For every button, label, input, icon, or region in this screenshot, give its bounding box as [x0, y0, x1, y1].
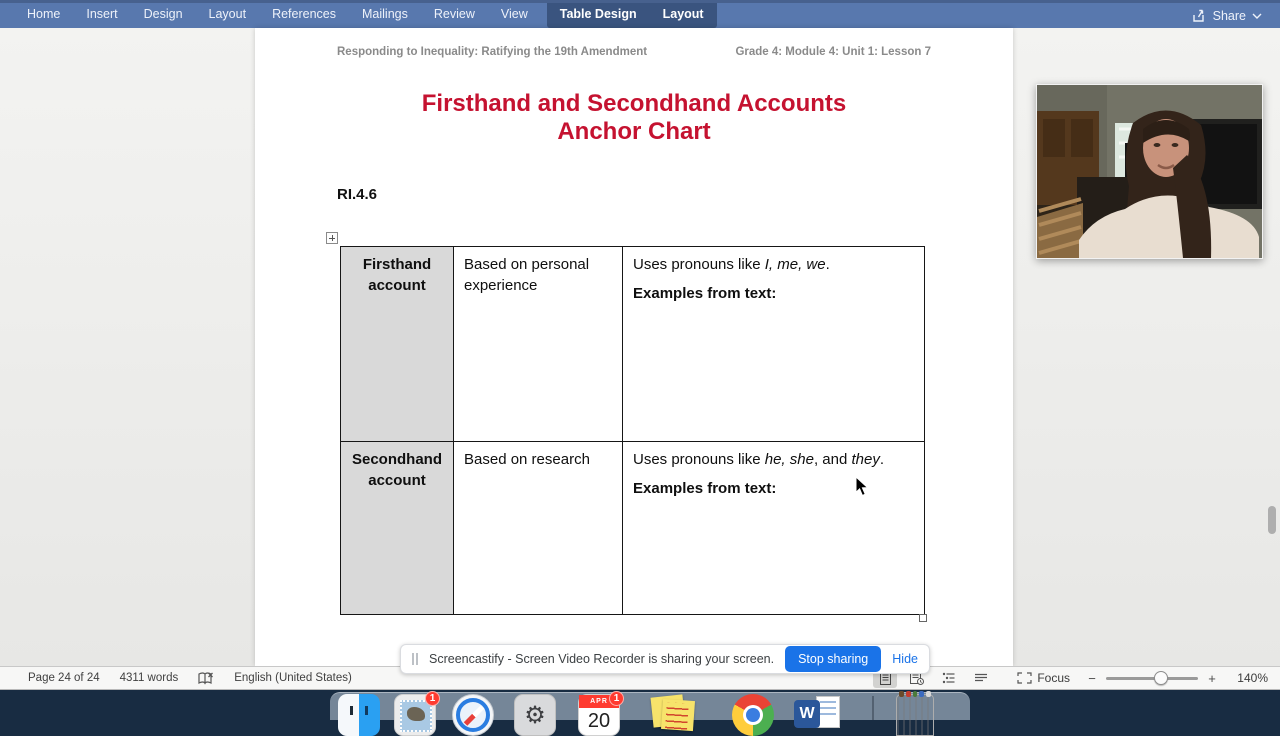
tab-insert[interactable]: Insert	[86, 7, 118, 21]
page-count-label[interactable]: Page 24 of 24	[28, 672, 100, 684]
document-title	[255, 90, 1013, 146]
zoom-percentage[interactable]: 140%	[1237, 671, 1268, 685]
safari-icon[interactable]	[452, 694, 494, 736]
examples-label: Examples from text:	[633, 480, 777, 497]
screenshare-notification	[400, 644, 930, 674]
account-type-label: Secondhand account	[351, 451, 442, 489]
language-label[interactable]: English (United States)	[234, 672, 352, 684]
tab-table-layout[interactable]: Layout	[662, 7, 704, 21]
system-preferences-icon[interactable]	[514, 694, 556, 736]
cell-firsthand-pronouns[interactable]	[623, 247, 925, 442]
anchor-chart-table[interactable]	[340, 246, 925, 615]
zoom-slider[interactable]	[1106, 677, 1198, 680]
cell-firsthand-basis[interactable]	[454, 247, 623, 442]
status-bar-left	[0, 672, 352, 685]
chevron-down-icon	[1252, 13, 1262, 19]
cell-firsthand-account[interactable]	[341, 247, 454, 442]
zoom-out-button[interactable]: −	[1088, 670, 1096, 686]
basis-text: Based on research	[464, 451, 590, 468]
tab-table-design[interactable]: Table Design	[559, 7, 637, 21]
hide-button[interactable]: Hide	[892, 652, 918, 666]
pronouns-text: Uses pronouns like I, me, we.	[633, 256, 830, 273]
finder-icon[interactable]	[338, 694, 380, 736]
ribbon-tabs	[0, 0, 717, 28]
calendar-badge: 1	[609, 691, 624, 706]
mail-icon[interactable]	[394, 694, 436, 736]
share-label: Share	[1212, 8, 1246, 23]
cell-secondhand-account[interactable]	[341, 442, 454, 615]
drag-handle-icon[interactable]	[412, 653, 418, 665]
notification-message: Screencastify - Screen Video Recorder is sharing your screen.	[429, 652, 775, 666]
gear-icon: ⚙	[524, 701, 546, 729]
table-resize-handle[interactable]	[919, 614, 927, 622]
word-icon[interactable]: W	[794, 694, 842, 736]
word-count-label[interactable]: 4311 words	[119, 672, 179, 684]
table-row	[341, 442, 925, 615]
account-type-label: Firsthand account	[362, 256, 432, 294]
basis-text: Based on personal experience	[464, 256, 590, 294]
pronouns-text: Uses pronouns like he, she, and they.	[633, 451, 885, 468]
tab-review[interactable]: Review	[433, 7, 475, 21]
document-page[interactable]	[255, 28, 1013, 666]
zoom-slider-thumb[interactable]	[1154, 671, 1168, 685]
stop-sharing-button[interactable]: Stop sharing	[785, 646, 881, 672]
chrome-icon[interactable]	[732, 694, 774, 736]
trash-icon[interactable]	[896, 694, 934, 736]
tab-layout[interactable]: Layout	[208, 7, 247, 21]
title-line-1: Firsthand and Secondhand Accounts	[421, 90, 847, 117]
header-right-text: Grade 4: Module 4: Unit 1: Lesson 7	[735, 46, 931, 58]
share-icon	[1192, 9, 1207, 23]
standard-label: RI.4.6	[337, 186, 378, 203]
table-row	[341, 247, 925, 442]
title-line-2: Anchor Chart	[557, 118, 711, 145]
stickies-icon[interactable]	[652, 694, 694, 736]
focus-icon	[1017, 672, 1032, 684]
tab-mailings[interactable]: Mailings	[362, 7, 408, 21]
dock-separator	[872, 696, 874, 720]
outline-view-button[interactable]	[937, 669, 961, 688]
header-left-text: Responding to Inequality: Ratifying the 19th Amendment	[337, 46, 648, 58]
mail-badge: 1	[425, 691, 440, 706]
presenter-video	[1037, 85, 1262, 258]
page-header	[337, 46, 931, 58]
examples-label: Examples from text:	[633, 285, 777, 302]
vertical-scrollbar-thumb[interactable]	[1268, 506, 1276, 534]
draft-view-button[interactable]	[969, 669, 993, 688]
zoom-control	[1086, 671, 1268, 686]
ribbon-tab-bar	[0, 0, 1280, 28]
cell-secondhand-basis[interactable]	[454, 442, 623, 615]
share-button[interactable]	[1192, 3, 1262, 28]
table-move-handle-icon[interactable]	[326, 232, 338, 244]
focus-label: Focus	[1037, 671, 1070, 685]
status-bar-right	[873, 669, 1280, 688]
document-canvas	[0, 28, 1280, 666]
tab-design[interactable]: Design	[143, 7, 183, 21]
proofing-status-icon[interactable]	[198, 672, 214, 685]
calendar-icon[interactable]: APR 20 1	[578, 694, 620, 736]
cell-secondhand-pronouns[interactable]	[623, 442, 925, 615]
mouse-cursor-icon	[855, 476, 870, 497]
webcam-overlay	[1036, 84, 1263, 259]
focus-toggle[interactable]	[1017, 671, 1070, 685]
zoom-in-button[interactable]: +	[1208, 670, 1216, 686]
tab-references[interactable]: References	[272, 7, 336, 21]
contextual-table-tabs	[547, 0, 717, 28]
tab-home[interactable]: Home	[27, 7, 61, 21]
tab-view[interactable]: View	[500, 7, 528, 21]
